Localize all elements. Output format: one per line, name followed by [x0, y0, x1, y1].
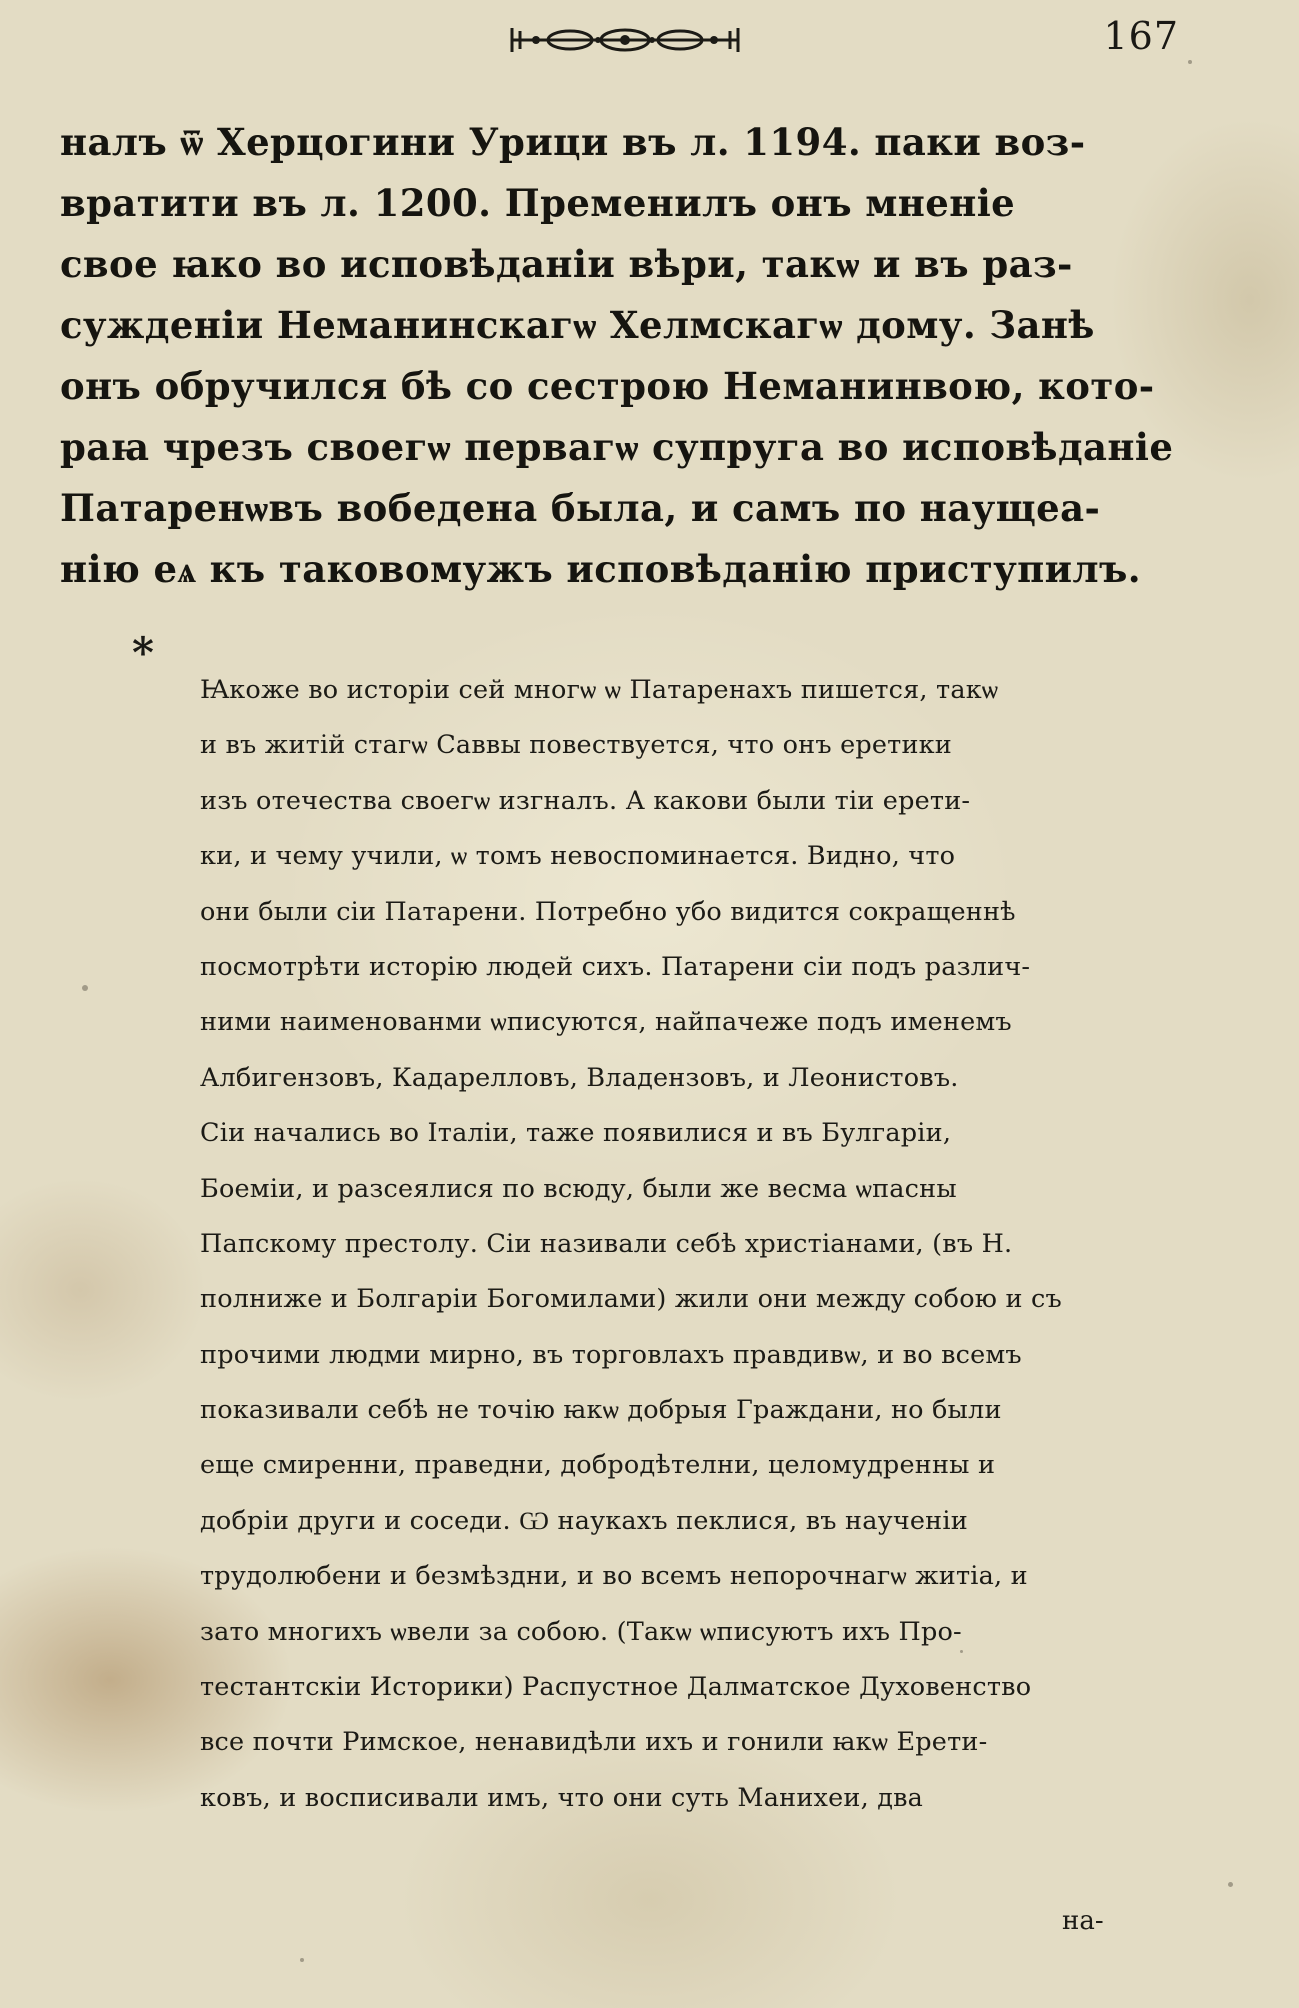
paper-speck [82, 985, 88, 991]
footnote-line: ки, и чему учили, ѡ томъ невоспоминается. Видно, что [200, 841, 956, 872]
text-line: Патаренѡвъ вобедена была, и самъ по наущеа- [60, 486, 1101, 530]
footnote-line: трудолюбени и безмѣздни, и во всемъ непорочнагѡ житіа, и [200, 1561, 1028, 1592]
printers-ornament-icon [500, 22, 750, 58]
paper-speck [960, 1650, 963, 1653]
footnote-line: Боеміи, и разсеялися по всюду, были же весма ѡпасны [200, 1173, 957, 1204]
page-number: 167 [1103, 14, 1179, 58]
text-line: вратити въ л. 1200. Пременилъ онъ мненіе [60, 181, 1016, 225]
footnote-line: зато многихъ ѡвели за собою. (Такѡ ѡписуютъ ихъ Про- [200, 1616, 962, 1647]
footnote-line: прочими людми мирно, въ торговлахъ правдивѡ, и во всемъ [200, 1339, 1022, 1370]
footnote-line: показивали себѣ не точію ꙗкѡ добрыя Граждани, но были [200, 1395, 1002, 1426]
footnote-line: Папскому престолу. Сіи називали себѣ христіанами, (въ Н. [200, 1228, 1013, 1259]
footnote-line: посмотрѣти исторію людей сихъ. Патарени сіи подъ различ- [200, 951, 1031, 982]
text-line: онъ обручился бѣ со сестрою Неманинвою, кото- [60, 364, 1155, 408]
footnote-line: тестантскіи Историки) Распустное Далматское Духовенство [200, 1672, 1032, 1703]
text-line: раꙗ чрезъ своегѡ первагѡ супруга во исповѣданіе [60, 425, 1174, 469]
footnote-line: они были сіи Патарени. Потребно убо видится сокращеннѣ [200, 896, 1016, 927]
text-line: свое ꙗко во исповѣданіи вѣри, такѡ и въ раз- [60, 242, 1073, 286]
text-line: нію еѧ къ таковомужъ исповѣданію приступилъ. [60, 547, 1142, 591]
main-text-block [60, 112, 1190, 600]
footnote-line: изъ отечества своегѡ изгналъ. А какови были тіи ерети- [200, 785, 971, 816]
text-line: сужденіи Неманинскагѡ Хелмскагѡ дому. Занѣ [60, 303, 1095, 347]
text-line: налъ ѿ Херцогини Урици въ л. 1194. паки воз- [60, 120, 1086, 164]
paper-speck [1228, 1882, 1233, 1887]
footnote-marker: * [132, 628, 154, 677]
footnote-line: полниже и Болгаріи Богомилами) жили они междy собою и съ [200, 1284, 1062, 1315]
paper-speck [300, 1958, 304, 1962]
footnote-line: Сіи начались во Італіи, таже появилися и въ Булгаріи, [200, 1118, 952, 1149]
footnote-line: ковъ, и воспиcивали имъ, что они суть Манихеи, два [200, 1782, 924, 1813]
footnote-line: все почти Римское, ненавидѣли ихъ и гонили ꙗкѡ Ерети- [200, 1727, 988, 1758]
footnote-line: и въ житій стагѡ Саввы повествуется, что онъ еретики [200, 730, 953, 761]
footnote-line: еще смиренни, праведни, добродѣтелни, целомудренны и [200, 1450, 996, 1481]
footnote-line: Албигензовъ, Кадарелловъ, Владензовъ, и Леонистовъ. [200, 1062, 959, 1093]
footnote-line: добріи други и соседи. Ѡ наукахъ пеклися, въ наученіи [200, 1505, 968, 1536]
paper-speck [1188, 60, 1192, 64]
footnote-line: ними наименованми ѡписуются, найпачеже подъ именемъ [200, 1007, 1012, 1038]
footnote-line: Ꙗкоже во исторіи сей многѡ ѡ Патаренахъ пишется, такѡ [200, 675, 999, 705]
catchword: на- [1062, 1906, 1104, 1936]
footnote-block [200, 663, 1190, 1826]
